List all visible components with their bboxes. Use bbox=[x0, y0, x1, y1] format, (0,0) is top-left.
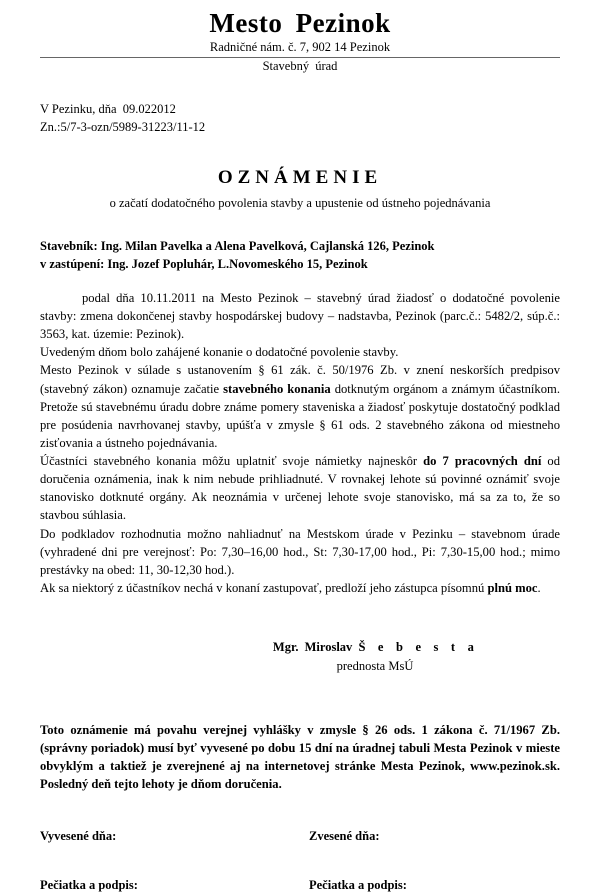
stamp-signature-field-right bbox=[291, 878, 560, 893]
organization-address: Radničné nám. č. 7, 902 14 Pezinok bbox=[209, 40, 391, 55]
organization-department: Stavebný úrad bbox=[262, 58, 338, 73]
reference-block bbox=[40, 101, 560, 137]
file-number: Zn.:5/7-3-ozn/5989-31223/11-12 bbox=[40, 119, 206, 134]
power-of-attorney-emphasis: plnú moc bbox=[487, 580, 538, 595]
stamp-signature-field-left bbox=[40, 878, 291, 893]
body-text bbox=[40, 289, 560, 597]
stamp-signature-label-right: Pečiatka a podpis: bbox=[309, 878, 407, 893]
objections-lead: Účastníci stavebného konania môžu uplatniť svoje námietky najneskôr bbox=[40, 454, 424, 468]
objections-deadline: do 7 pracovných dní bbox=[423, 454, 542, 468]
signature-block bbox=[40, 639, 560, 675]
legal-basis-lead: Mesto Pezinok v súlade s ustanovením § 61 zák. č. 50/1976 Zb. v znení neskorších predpisov (stavebný zákon) oznamuje začatie bbox=[40, 363, 560, 396]
representative-line: v zastúpení: Ing. Jozef Popluhár, L.Novomeského 15, Pezinok bbox=[40, 257, 368, 272]
body-paragraph-application bbox=[40, 289, 560, 343]
footer-fields bbox=[40, 829, 560, 893]
posted-date-label: Vyvesené dňa: bbox=[40, 829, 117, 844]
document-heading bbox=[40, 168, 560, 211]
legal-basis-tail: dotknutým orgánom a známym účastníkom. Pretože sú stavebnému úradu dobre známe pomery staveniska a žiadosť poskytuje dostatočný podklad pre posúdenia navrhovanej stavby, upúšťa v zmysle § 61 ods. 2 stavebného zákona od miestneho zisťovania a ústneho pojednávania. bbox=[40, 381, 560, 450]
signatory-name bbox=[190, 639, 560, 656]
body-paragraph-application-text: podal dňa 10.11.2011 na Mesto Pezinok – stavebný úrad žiadosť o dodatočné povolenie stavby: zmena dokončenej stavby hospodárskej budovy – nadstavba, Pezinok (parc.č.: 5482/2, súp.č.: 3563, kat. územie: Pezinok). bbox=[40, 290, 560, 342]
organization-title: Mesto Pezinok bbox=[209, 8, 391, 38]
builder-line: Stavebník: Ing. Milan Pavelka a Alena Pavelková, Cajlanská 126, Pezinok bbox=[40, 239, 435, 254]
body-paragraph-commencement: Uvedeným dňom bolo zahájené konanie o dodatočné povolenie stavby. bbox=[40, 345, 399, 360]
objections-tail: od doručenia oznámenia, inak k nim nebude prihliadnuté. V rovnakej lehote sú povinné oznámiť svoje stanovisko dotknuté orgány. Ak neoznámia v určenej lehote svoje stanovisko, má sa za to, že so stavbou súhlasia. bbox=[40, 454, 560, 523]
signatory-surname: Š e b e s t a bbox=[358, 640, 478, 654]
legal-basis-emphasis: stavebného konania bbox=[223, 381, 331, 396]
power-of-attorney-tail: . bbox=[537, 580, 541, 595]
header-divider bbox=[40, 57, 560, 58]
place-and-date: V Pezinku, dňa 09.022012 bbox=[40, 101, 176, 116]
body-paragraph-objections bbox=[40, 452, 560, 525]
document-title: OZNÁMENIE bbox=[217, 167, 383, 189]
body-paragraph-legal-basis bbox=[40, 361, 560, 452]
body-paragraph-power-of-attorney bbox=[40, 579, 560, 597]
removed-date-field bbox=[291, 829, 560, 844]
letterhead bbox=[40, 0, 560, 73]
stamp-signature-label-left: Pečiatka a podpis: bbox=[40, 878, 138, 893]
body-paragraph-office-hours: Do podkladov rozhodnutia možno nahliadnuť na Mestskom úrade v Pezinku – stavebnom úrade (vyhradené dni pre verejnosť: Po: 7,30–16,00 hod., St: 7,30-17,00 hod., Pi: 7,30-15,00 hod.; mimo prestávky na obed: 11, 30-12,30 hod.). bbox=[40, 526, 560, 577]
posted-date-field bbox=[40, 829, 291, 844]
legal-notice bbox=[40, 721, 560, 794]
signatory-title-prefix: Mgr. Miroslav bbox=[272, 640, 359, 654]
legal-notice-text: Toto oznámenie má povahu verejnej vyhlášky v zmysle § 26 ods. 1 zákona č. 71/1967 Zb. (správny poriadok) musí byť vyvesené po dobu 15 dní na úradnej tabuli Mesta Pezinok v mieste obvyklým a taktiež je zverejnené aj na internetovej stránke Mesta Pezinok, www.pezinok.sk. Posledný deň tejto lehoty je dňom doručenia. bbox=[40, 722, 560, 792]
signatory-role: prednosta MsÚ bbox=[336, 658, 414, 673]
parties-block bbox=[40, 238, 560, 274]
power-of-attorney-lead: Ak sa niektorý z účastníkov nechá v konaní zastupovať, predloží jeho zástupca písomnú bbox=[40, 580, 488, 595]
stamp-signature-row bbox=[40, 878, 560, 893]
document-subtitle: o začatí dodatočného povolenia stavby a upustenie od ústneho pojednávania bbox=[109, 196, 491, 211]
posting-dates-row bbox=[40, 829, 560, 844]
removed-date-label: Zvesené dňa: bbox=[309, 829, 380, 844]
